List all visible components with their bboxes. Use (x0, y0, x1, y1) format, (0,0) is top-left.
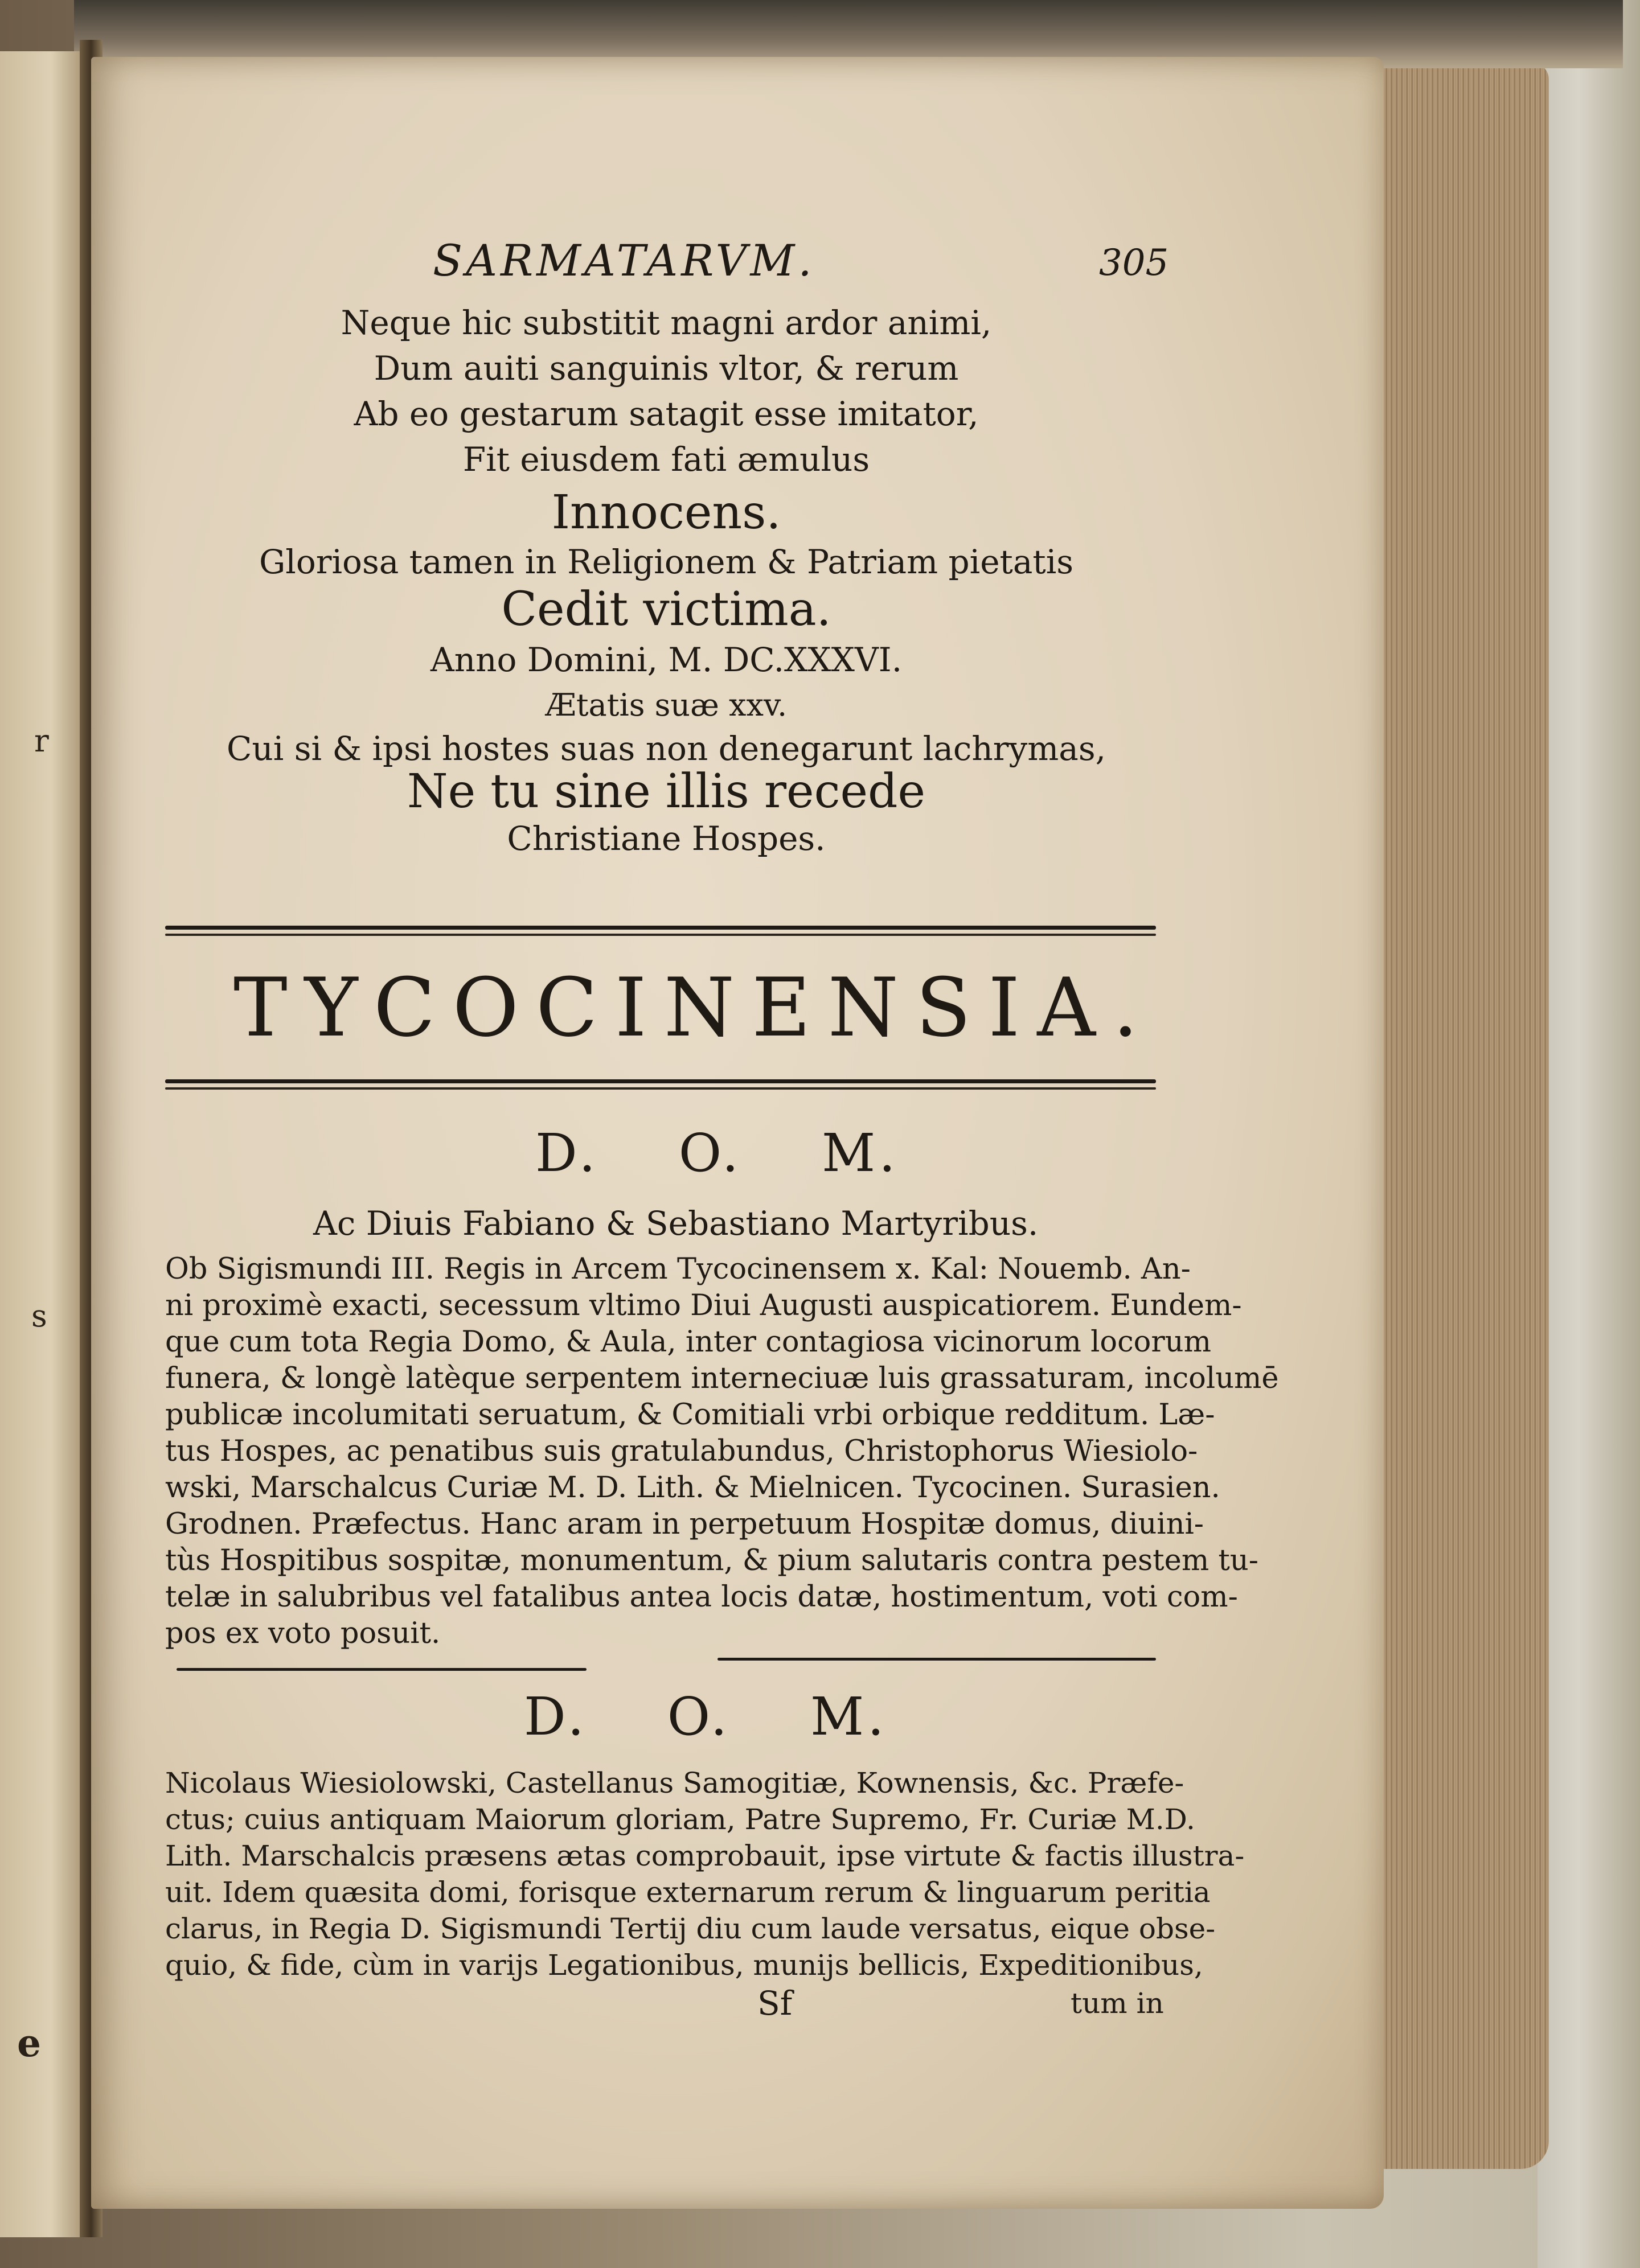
book-cover-board (1538, 0, 1640, 2268)
text-line: pos ex voto posuit. (165, 1617, 441, 1650)
dom-letter: M. (822, 1123, 899, 1184)
text-line: tus Hospes, ac penatibus suis gratulabundus, Christophorus Wiesiolo- (165, 1435, 1198, 1468)
dom-letter: D. (524, 1686, 588, 1747)
inscription1-dedication: Ac Diuis Fabiano & Sebastiano Martyribus. (313, 1204, 1039, 1243)
epitaph-cui: Cui si & ipsi hostes suas non denegarunt lachrymas, (226, 729, 1106, 768)
section-title: TYCOCINENSIA. (233, 961, 1155, 1055)
text-line: ctus; cuius antiquam Maiorum gloriam, Patre Supremo, Fr. Curiæ M.D. (165, 1803, 1195, 1836)
left-page-fragment (0, 51, 85, 2237)
catchword: tum in (1071, 1987, 1164, 2020)
signature-mark: Sf (757, 1984, 793, 2023)
divider-right (718, 1658, 1156, 1661)
text-line: Ob Sigismundi III. Regis in Arcem Tycocinensem x. Kal: Nouemb. An- (165, 1252, 1191, 1286)
epitaph-gloriosa: Gloriosa tamen in Religionem & Patriam pietatis (259, 543, 1074, 581)
left-page-mark: s (31, 1298, 47, 1334)
text-line: Nicolaus Wiesiolowski, Castellanus Samogitiæ, Kownensis, &c. Præfe- (165, 1766, 1184, 1799)
text-line: que cum tota Regia Domo, & Aula, inter contagiosa vicinorum locorum (165, 1325, 1211, 1359)
epitaph-anno: Anno Domini, M. DC.XXXVI. (430, 640, 903, 679)
epitaph-line: Dum auiti sanguinis vltor, & rerum (374, 349, 959, 388)
text-line: publicæ incolumitati seruatum, & Comitiali vrbi orbique redditum. Læ- (165, 1398, 1215, 1432)
epitaph-line: Ab eo gestarum satagit esse imitator, (354, 395, 979, 433)
right-page (91, 57, 1384, 2209)
text-line: tùs Hospitibus sospitæ, monumentum, & pium salutaris contra pestem tu- (165, 1544, 1258, 1577)
bottom-rule (165, 1079, 1156, 1083)
text-line: wski, Marschalcus Curiæ M. D. Lith. & Mielnicen. Tycocinen. Surasien. (165, 1471, 1220, 1505)
inscription1-heading (495, 1123, 938, 1184)
text-line: uit. Idem quæsita domi, forisque externarum rerum & linguarum peritia (165, 1876, 1211, 1909)
text-line: clarus, in Regia D. Sigismundi Tertij diu cum laude versatus, eique obse- (165, 1912, 1216, 1945)
inscription2-text (165, 1765, 1245, 1983)
epitaph-christiane: Christiane Hospes. (507, 819, 826, 858)
left-page-mark: e (17, 2021, 41, 2065)
text-line: telæ in salubribus vel fatalibus antea locis datæ, hostimentum, voti com- (165, 1580, 1238, 1614)
text-line: Grodnen. Præfectus. Hanc aram in perpetuum Hospitæ domus, diuini- (165, 1507, 1204, 1541)
epitaph-cedit: Cedit victima. (501, 582, 831, 636)
inscription2-heading (484, 1686, 927, 1747)
dom-letter: O. (667, 1686, 731, 1747)
text-line: ni proximè exacti, secessum vltimo Diui Augusti auspicatiorem. Eundem- (165, 1289, 1242, 1322)
dom-letter: M. (810, 1686, 888, 1747)
text-line: Lith. Marschalcis præsens ætas comprobauit, ipse virtute & factis illustra- (165, 1839, 1245, 1872)
epitaph-aetatis: Ætatis suæ xxv. (545, 687, 788, 723)
epitaph-ne-tu: Ne tu sine illis recede (407, 765, 926, 819)
inscription1-text (165, 1251, 1279, 1652)
page-fore-edge (1378, 63, 1549, 2169)
dom-letter: O. (678, 1123, 743, 1184)
top-rule (165, 926, 1156, 930)
text-line: funera, & longè latèque serpentem interneciuæ luis grassaturam, incolumē (165, 1362, 1279, 1395)
page-number: 305 (1099, 242, 1169, 284)
epitaph-line: Neque hic substitit magni ardor animi, (341, 303, 992, 342)
running-head: SARMATARVM. (433, 235, 815, 286)
text-line: quio, & fide, cùm in varijs Legationibus, munijs bellicis, Expeditionibus, (165, 1949, 1203, 1982)
top-rule-thin (165, 934, 1156, 936)
bottom-rule-thin (165, 1087, 1156, 1090)
epitaph-line: Fit eiusdem fati æmulus (462, 440, 870, 479)
divider-left (177, 1668, 587, 1671)
dom-letter: D. (535, 1123, 599, 1184)
epitaph-innocens: Innocens. (551, 486, 781, 540)
left-page-mark: r (34, 723, 49, 759)
